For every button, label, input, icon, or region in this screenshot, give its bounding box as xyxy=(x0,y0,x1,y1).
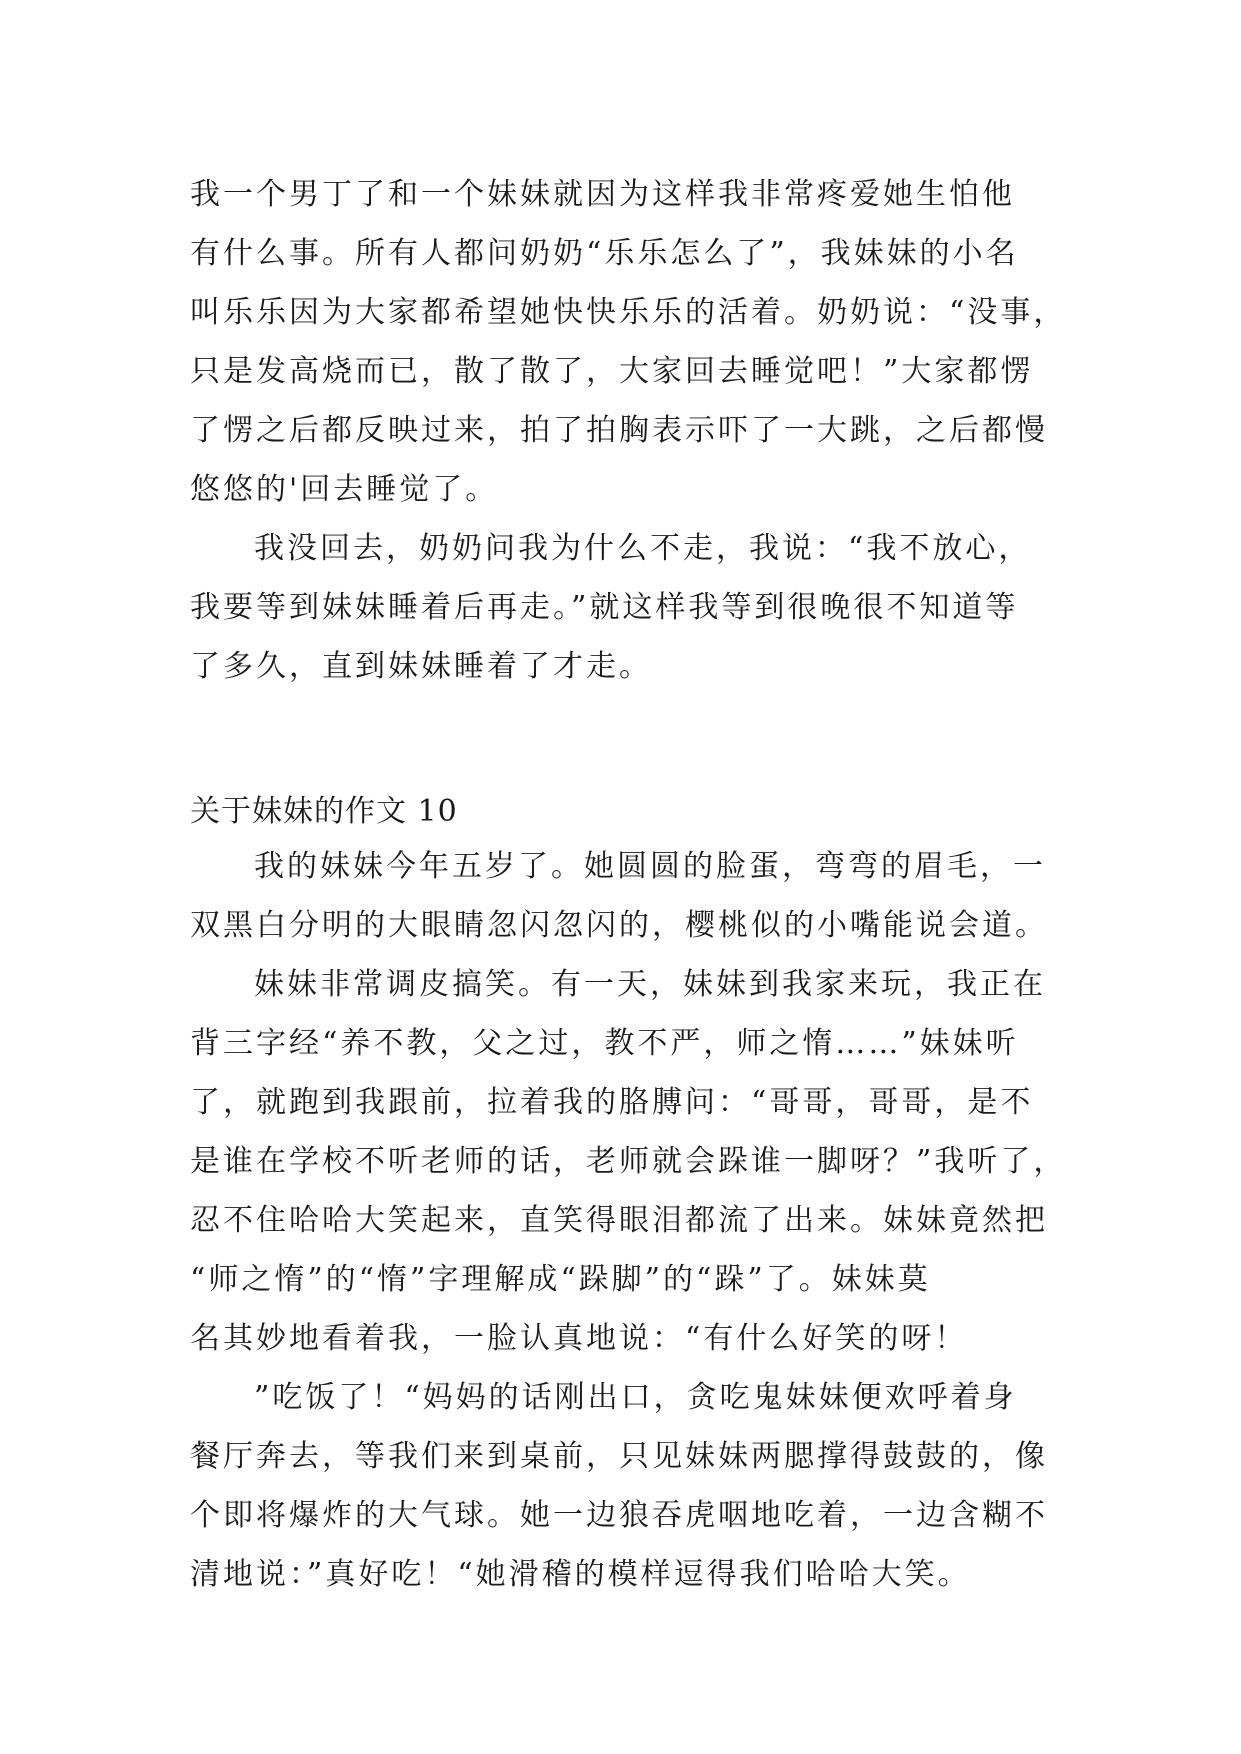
text-line: “师之惰”的“惰”字理解成“跺脚”的“跺”了。妹妹莫 xyxy=(190,1262,931,1297)
paragraph xyxy=(190,519,1070,696)
text-line: 清地说：”真好吃！“她滑稽的模样逗得我们哈哈大笑。 xyxy=(190,1557,971,1592)
document-page xyxy=(190,165,1070,1604)
text-line: 我的妹妹今年五岁了。她圆圆的脸蛋，弯弯的眉毛，一 xyxy=(254,849,1046,884)
text-line: 我一个男丁了和一个妹妹就因为这样我非常疼爱她生怕他 xyxy=(190,177,1015,212)
text-line: 名其妙地看着我，一脸认真地说：“有什么好笑的呀！ xyxy=(190,1321,968,1356)
text-line: 个即将爆炸的大气球。她一边狼吞虎咽地吃着，一边含糊不 xyxy=(190,1498,1048,1533)
text-line: 了愣之后都反映过来，拍了拍胸表示吓了一大跳，之后都慢 xyxy=(190,413,1048,448)
text-line: 了多久，直到妹妹睡着了才走。 xyxy=(190,649,652,684)
text-line: 双黑白分明的大眼睛忽闪忽闪的，樱桃似的小嘴能说会道。 xyxy=(190,908,1048,943)
paragraph xyxy=(190,165,1070,519)
text-line: 忍不住哈哈大笑起来，直笑得眼泪都流了出来。妹妹竟然把 xyxy=(190,1203,1048,1238)
text-line: 餐厅奔去，等我们来到桌前，只见妹妹两腮撑得鼓鼓的，像 xyxy=(190,1439,1048,1474)
text-line: 我没回去，奶奶问我为什么不走，我说：“我不放心， xyxy=(254,531,1032,566)
text-line: 我要等到妹妹睡着后再走。”就这样我等到很晚很不知道等 xyxy=(190,590,1019,625)
text-line: ”吃饭了！“妈妈的话刚出口，贪吃鬼妹妹便欢呼着身 xyxy=(254,1380,1017,1415)
paragraph xyxy=(190,837,1070,955)
text-line: 妹妹非常调皮搞笑。有一天，妹妹到我家来玩，我正在 xyxy=(254,967,1046,1002)
text-line: 背三字经“养不教，父之过，教不严，师之惰……”妹妹听 xyxy=(190,1026,1019,1061)
text-line: 叫乐乐因为大家都希望她快快乐乐的活着。奶奶说：“没事， xyxy=(190,295,1067,330)
text-line: 有什么事。所有人都问奶奶“乐乐怎么了”，我妹妹的小名 xyxy=(190,236,1019,271)
paragraph xyxy=(190,1368,1070,1604)
paragraph xyxy=(190,955,1070,1368)
text-line: 悠悠的'回去睡觉了。 xyxy=(190,472,499,507)
text-line: 了，就跑到我跟前，拉着我的胳膊问：“哥哥，哥哥，是不 xyxy=(190,1085,1034,1120)
text-line: 是谁在学校不听老师的话，老师就会跺谁一脚呀？”我听了， xyxy=(190,1144,1067,1179)
text-line: 只是发高烧而已，散了散了，大家回去睡觉吧！”大家都愣 xyxy=(190,354,1034,389)
section-title: 关于妹妹的作文 10 xyxy=(190,794,458,829)
section-gap xyxy=(190,696,1070,787)
